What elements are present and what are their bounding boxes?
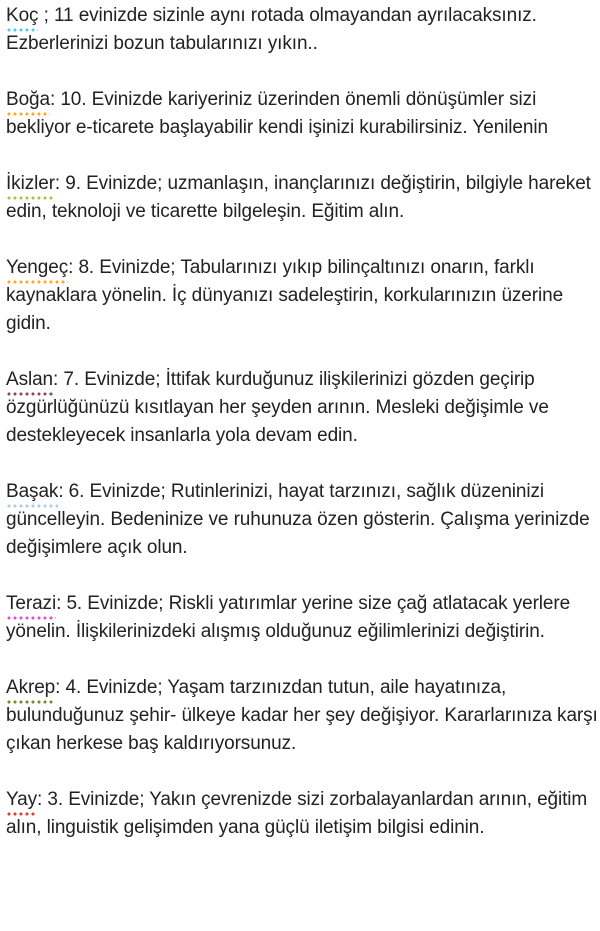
sign-dotted-underline	[6, 392, 53, 396]
sign-dotted-underline	[6, 616, 56, 620]
sign-dotted-underline	[6, 700, 55, 704]
entry-yay	[6, 786, 598, 842]
entry-koc	[6, 2, 598, 58]
sign-dotted-underline	[6, 280, 68, 284]
sign-label: Boğa	[6, 89, 50, 110]
sign-name	[6, 257, 68, 278]
sign-name	[6, 89, 50, 110]
sign-label: İkizler	[6, 173, 55, 194]
entry-text: : 3. Evinizde; Yakın çevrenizde sizi zorbalayanlardan arının, eğitim alın, linguistik gelişimden yana güçlü iletişim bilgisi edinin.	[6, 789, 588, 838]
entry-terazi	[6, 590, 598, 646]
entry-yengec	[6, 254, 598, 338]
entry-text: : 9. Evinizde; uzmanlaşın, inançlarınızı değiştirin, bilgiyle hareket edin, teknoloji ve ticarette bilgeleşin. Eğitim alın.	[6, 173, 591, 222]
sign-label: Aslan	[6, 369, 54, 390]
entry-text: : 7. Evinizde; İttifak kurduğunuz ilişkilerinizi gözden geçirip özgürlüğünüzü kısıtlayan her şeyden arının. Mesleki değişimle ve destekleyecek insanlarla yola devam edin.	[6, 369, 549, 446]
sign-name	[6, 369, 53, 390]
entry-ikizler	[6, 170, 598, 226]
entry-boga	[6, 86, 598, 142]
sign-name	[6, 593, 56, 614]
sign-label: Terazi	[6, 593, 57, 614]
sign-label: Yengeç	[6, 257, 69, 278]
sign-label: Koç	[6, 5, 39, 26]
sign-label: Yay	[6, 789, 38, 810]
entry-akrep	[6, 674, 598, 758]
sign-dotted-underline	[6, 504, 58, 508]
entry-aslan	[6, 366, 598, 450]
sign-label: Akrep	[6, 677, 56, 698]
entry-text: : 4. Evinizde; Yaşam tarzınızdan tutun, aile hayatınıza, bulunduğunuz şehir- ülkeye kadar her şey değişiyor. Kararlarınıza karşı çıkan herkese baş kaldırıyorsunuz.	[6, 677, 598, 754]
sign-dotted-underline	[6, 812, 37, 816]
sign-label: Başak	[6, 481, 59, 502]
sign-dotted-underline	[6, 196, 55, 200]
sign-dotted-underline	[6, 112, 50, 116]
entry-text: : 6. Evinizde; Rutinlerinizi, hayat tarzınızı, sağlık düzeninizi güncelleyin. Bedeninize ve ruhunuza özen gösterin. Çalışma yerinizde değişimlere açık olun.	[6, 481, 590, 558]
entry-basak	[6, 478, 598, 562]
sign-name	[6, 677, 55, 698]
sign-name	[6, 789, 37, 810]
entry-text: : 10. Evinizde kariyeriniz üzerinden önemli dönüşümler sizi bekliyor e-ticarete başlayabilir kendi işinizi kurabilirsiniz. Yenilenin	[6, 89, 548, 138]
horoscope-document	[6, 2, 598, 842]
entry-text: : 5. Evinizde; Riskli yatırımlar yerine size çağ atlatacak yerlere yönelin. İlişkilerinizdeki alışmış olduğunuz eğilimlerinizi değiştirin.	[6, 593, 571, 642]
sign-dotted-underline	[6, 28, 38, 32]
sign-name	[6, 5, 38, 26]
sign-name	[6, 173, 55, 194]
entry-text: ; 11 evinizde sizinle aynı rotada olmayandan ayrılacaksınız. Ezberlerinizi bozun tabularınızı yıkın..	[6, 5, 537, 54]
entry-text: : 8. Evinizde; Tabularınızı yıkıp bilinçaltınızı onarın, farklı kaynaklara yönelin. İç dünyanızı sadeleştirin, korkularınızın üzerine gidin.	[6, 257, 564, 334]
sign-name	[6, 481, 58, 502]
